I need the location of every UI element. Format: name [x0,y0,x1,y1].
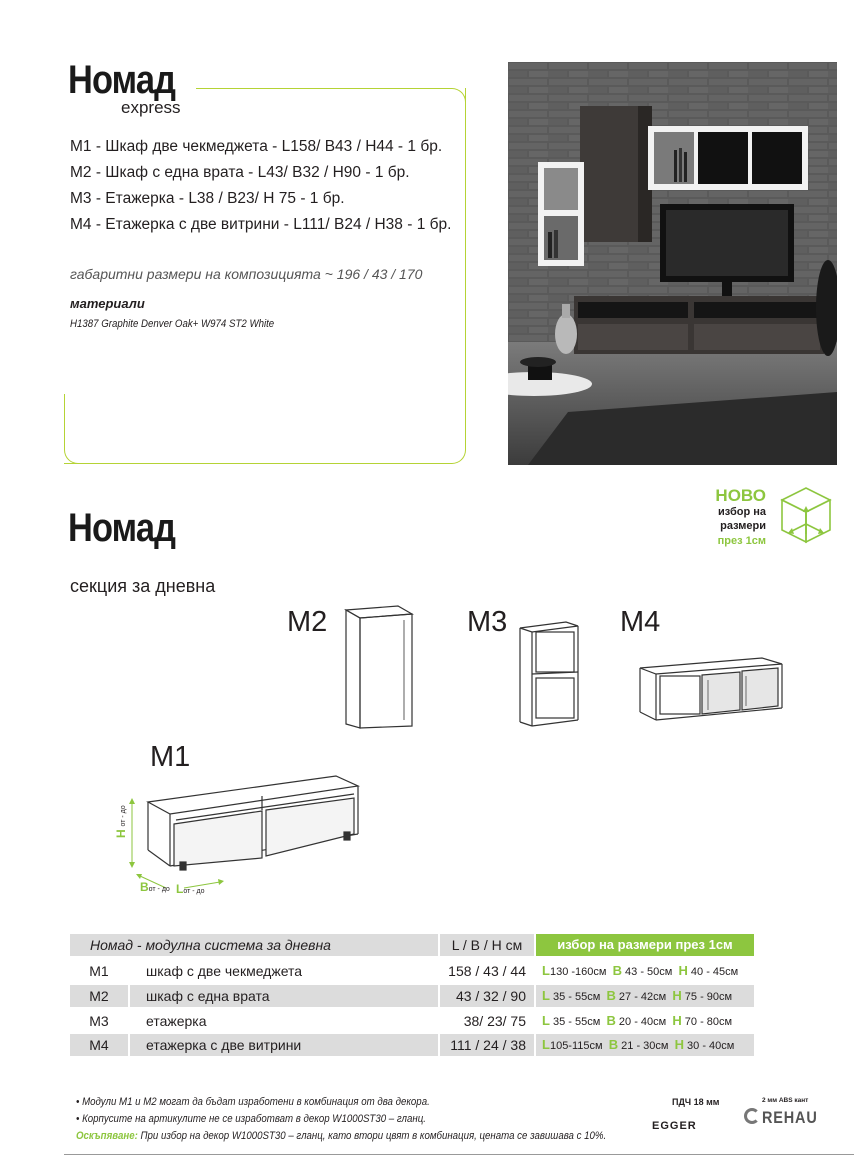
product-title: Номад [68,58,176,102]
row-code: М1 [89,963,109,979]
row-code: М4 [70,1034,128,1056]
rehau-mark-icon [744,1108,760,1124]
range-b: 43 - 50см [625,966,673,978]
egger-logo: EGGER [652,1120,697,1132]
table-row [70,1010,754,1032]
note-3 [76,1128,606,1145]
table-title: Номад - модулна система за дневна [70,934,438,956]
row-dims: 158 / 43 / 44 [448,963,526,979]
range-l-letter: L [542,963,550,978]
note-1: • Модули М1 и М2 могат да бъдат изработени в комбинация от два декора. [76,1096,430,1108]
materials-label: материали [70,296,145,311]
row-ranges [536,1034,754,1056]
module-line-m2: М2 - Шкаф с една врата - L43/ B32 / H90 - 1 бр. [70,164,410,181]
range-b-letter: B [606,988,616,1003]
new-badge-line1: избор на [717,506,766,518]
bottom-divider [64,1154,854,1155]
row-code: М3 [89,1013,109,1029]
range-h-letter: H [672,1013,682,1028]
row-ranges [536,1010,754,1032]
surcharge-label: Оскъпяване: [76,1130,138,1142]
dim-l-range: от - до [183,888,205,895]
range-h: 75 - 90см [684,991,733,1003]
row-name: шкаф с една врата [130,985,438,1007]
row-name: етажерка с две витрини [130,1034,438,1056]
footer-notes [76,1094,606,1145]
dim-l-letter: L [176,882,184,896]
dim-b-label [140,880,170,894]
green-frame-corner [64,394,78,464]
m2-cabinet-drawing [340,600,420,732]
row-dims: 43 / 32 / 90 [440,985,534,1007]
module-line-m4: М4 - Етажерка с две витрини - L111/ B24 / H38 - 1 бр. [70,216,452,233]
range-b-letter: B [606,1013,616,1028]
materials-value: H1387 Graphite Denver Oak+ W974 ST2 White [70,318,275,330]
product-subtitle: express [121,98,181,117]
product-photo [508,62,837,465]
range-h-letter: H [678,963,688,978]
module-line-m1: М1 - Шкаф две чекмеджета - L158/ B43 / H44 - 1 бр. [70,138,443,155]
note-2: • Корпусите на артикулите не се изработват в декор W1000ST30 – гланц. [76,1113,426,1125]
surcharge-text: При избор на декор W1000ST30 – гланц, като втори цвят в комбинация, цената се завишава с 10%. [137,1130,607,1142]
dim-b-range: от - до [148,886,170,893]
table-row [70,960,754,982]
table-header [70,934,754,956]
range-l: 130 -160см [549,966,607,978]
table-row [70,1034,754,1056]
range-l-letter: L [542,1037,550,1052]
range-h-letter: H [674,1037,684,1052]
row-ranges [536,960,754,982]
rehau-logo: REHAU [762,1108,818,1127]
section-subtitle: секция за дневна [70,576,216,596]
range-b: 27 - 42см [618,991,667,1003]
edge-band-label: 2 мм ABS кант [762,1097,809,1104]
module-label-m2: M2 [287,606,328,638]
dim-h-letter: H [114,829,128,838]
range-l-letter: L [542,988,550,1003]
table-row [70,985,754,1007]
range-h-letter: H [672,988,682,1003]
row-name: етажерка [146,1013,207,1029]
range-l: 35 - 55см [553,991,601,1003]
board-thickness-label: ПДЧ 18 мм [672,1097,720,1107]
overall-dimensions: габаритни размери на композицията ~ 196 / 43 / 170 [70,266,423,282]
section-title: Номад [68,506,176,550]
range-l: 105-115см [549,1040,603,1052]
range-h: 40 - 45см [690,966,739,978]
module-list [70,134,451,238]
dim-h-label [114,805,128,838]
range-b: 21 - 30см [621,1040,669,1052]
new-badge-line2: размери [720,520,766,532]
module-label-m1: M1 [150,741,191,773]
dim-b-letter: B [140,880,149,894]
resize-cube-icon [776,482,836,546]
module-line-m3: М3 - Етажерка - L38 / B23/ H 75 - 1 бр. [70,190,345,207]
m3-shelf-drawing [514,616,584,730]
range-l-letter: L [542,1013,550,1028]
range-h: 70 - 80см [684,1016,733,1028]
row-name: шкаф с две чекмеджета [146,963,303,979]
module-label-m4: M4 [620,606,661,638]
row-ranges [536,985,754,1007]
new-badge-title: НОВО [715,486,766,505]
new-badge-line3: през 1см [717,535,766,547]
dim-l-label [176,882,205,896]
dim-h-range: от - до [120,805,127,827]
living-room-scene [508,62,837,465]
range-b-letter: B [608,1037,619,1052]
range-b-letter: B [612,963,622,978]
row-dims: 38/ 23/ 75 [463,1013,526,1029]
range-b: 20 - 40см [618,1016,667,1028]
m4-shelf-drawing [636,650,786,724]
range-h: 30 - 40см [687,1040,735,1052]
ranges-header: избор на размери през 1см [536,934,754,956]
module-label-m3: M3 [467,606,508,638]
range-l: 35 - 55см [553,1016,601,1028]
row-dims: 111 / 24 / 38 [440,1034,534,1056]
dims-header: L / B / H см [440,934,534,956]
row-code: М2 [70,985,128,1007]
m1-cabinet-drawing [110,748,370,892]
